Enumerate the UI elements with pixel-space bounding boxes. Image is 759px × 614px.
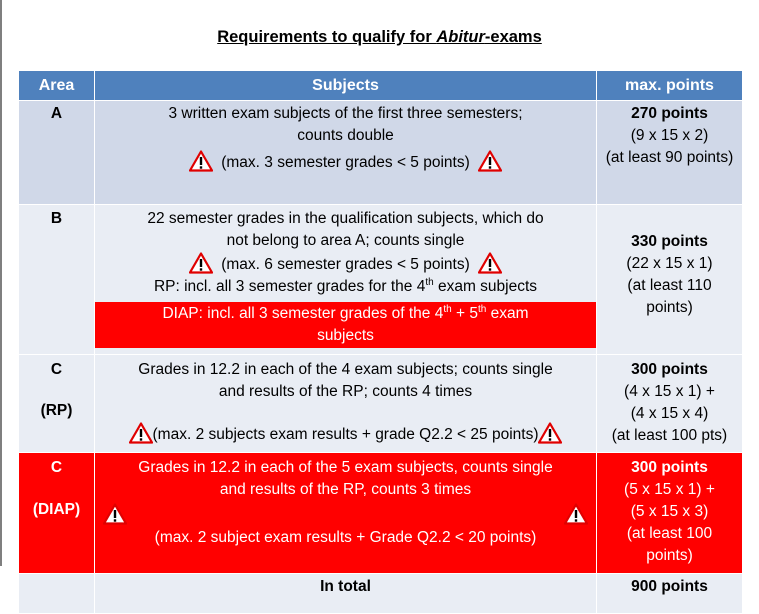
area-b-points: [597, 205, 743, 355]
table-row-area-b: [19, 205, 743, 355]
area-c-diap-points-minimum: (at least 100: [626, 525, 713, 542]
table-row-area-c-diap: [19, 453, 743, 574]
warning-triangle-icon: [478, 252, 502, 274]
table-header-row: [19, 71, 743, 101]
total-points: 900 points: [597, 574, 743, 614]
area-b-limit-text: (max. 6 semester grades < 5 points): [221, 256, 470, 273]
area-c-rp-points-formula: (4 x 15 x 1) +: [624, 383, 715, 400]
area-a-label: A: [19, 101, 95, 205]
area-c-rp-subjects-line: Grades in 12.2 in each of the 4 exam subjects; counts single: [138, 361, 553, 378]
area-c-rp-limit-text: (max. 2 subjects exam results + grade Q2.2 < 25 points): [152, 426, 539, 443]
area-a-points-minimum: (at least 90 points): [605, 149, 734, 166]
area-c-rp-points: [597, 355, 743, 453]
warning-triangle-icon: [564, 503, 588, 525]
area-a-limit-text: (max. 3 semester grades < 5 points): [221, 154, 470, 171]
area-a-subjects: [95, 101, 597, 205]
area-c-diap-label: C (DIAP): [19, 453, 95, 574]
area-c-diap-points-total: 300 points: [631, 459, 708, 476]
area-b-label: B: [19, 205, 95, 355]
area-a-points: [597, 101, 743, 205]
area-c-rp-subjects: [95, 355, 597, 453]
header-area: Area: [19, 71, 95, 101]
area-c-diap-points-minimum: points): [646, 547, 693, 564]
area-c-rp-subjects-line: and results of the RP; counts 4 times: [218, 383, 473, 400]
area-a-subjects-line: counts double: [297, 127, 394, 144]
area-c-rp-points-total: 300 points: [631, 361, 708, 378]
area-b-diap-note: DIAP: incl. all 3 semester grades of the 4th + 5th exam subjects: [95, 302, 596, 348]
warning-triangle-icon: [103, 503, 127, 525]
table-row-area-a: [19, 101, 743, 205]
area-c-diap-points: [597, 453, 743, 574]
area-b-rp-note: RP: incl. all 3 semester grades for the 4th exam subjects: [153, 276, 538, 295]
area-c-diap-points-formula: (5 x 15 x 3): [630, 503, 709, 520]
total-area-cell: [19, 574, 95, 614]
area-c-rp-points-formula: (4 x 15 x 4): [630, 405, 709, 422]
area-c-diap-subjects: [95, 453, 597, 574]
area-c-diap-subjects-line: and results of the RP, counts 3 times: [219, 481, 472, 498]
page-title: Requirements to qualify for Abitur-exams: [217, 28, 542, 46]
area-c-rp-label: C (RP): [19, 355, 95, 453]
area-a-warning-line: [99, 150, 592, 174]
warning-triangle-icon: [478, 150, 502, 172]
requirements-table: [18, 70, 743, 614]
area-b-points-minimum: (at least 110: [627, 277, 712, 294]
area-b-points-minimum: points): [646, 299, 693, 316]
area-b-subjects-line: 22 semester grades in the qualification subjects, which do: [147, 210, 544, 227]
area-a-subjects-line: 3 written exam subjects of the first three semesters;: [168, 105, 523, 122]
area-c-diap-subjects-line: Grades in 12.2 in each of the 5 exam subjects, counts single: [138, 459, 553, 476]
table-row-area-c-rp: [19, 355, 743, 453]
page-left-border: [0, 0, 2, 566]
area-b-warning-line: [99, 252, 592, 276]
area-a-points-total: 270 points: [631, 105, 708, 122]
warning-triangle-icon: [189, 252, 213, 274]
warning-triangle-icon: [189, 150, 213, 172]
area-c-rp-warning-line: [99, 422, 592, 446]
area-c-diap-limit-text: (max. 2 subject exam results + Grade Q2.2 < 20 points): [154, 529, 537, 546]
warning-triangle-icon: [538, 422, 562, 444]
area-b-subjects: [95, 205, 597, 355]
area-b-points-total: 330 points: [631, 233, 708, 250]
header-max-points: max. points: [597, 71, 743, 101]
total-label: In total: [95, 574, 597, 614]
area-c-rp-points-minimum: (at least 100 pts): [611, 427, 728, 444]
header-subjects: Subjects: [95, 71, 597, 101]
area-b-subjects-line: not belong to area A; counts single: [226, 232, 465, 249]
area-a-points-formula: (9 x 15 x 2): [630, 127, 709, 144]
area-b-points-formula: (22 x 15 x 1): [626, 255, 713, 272]
table-row-total: [19, 574, 743, 614]
warning-triangle-icon: [129, 422, 153, 444]
area-c-diap-points-formula: (5 x 15 x 1) +: [624, 481, 715, 498]
